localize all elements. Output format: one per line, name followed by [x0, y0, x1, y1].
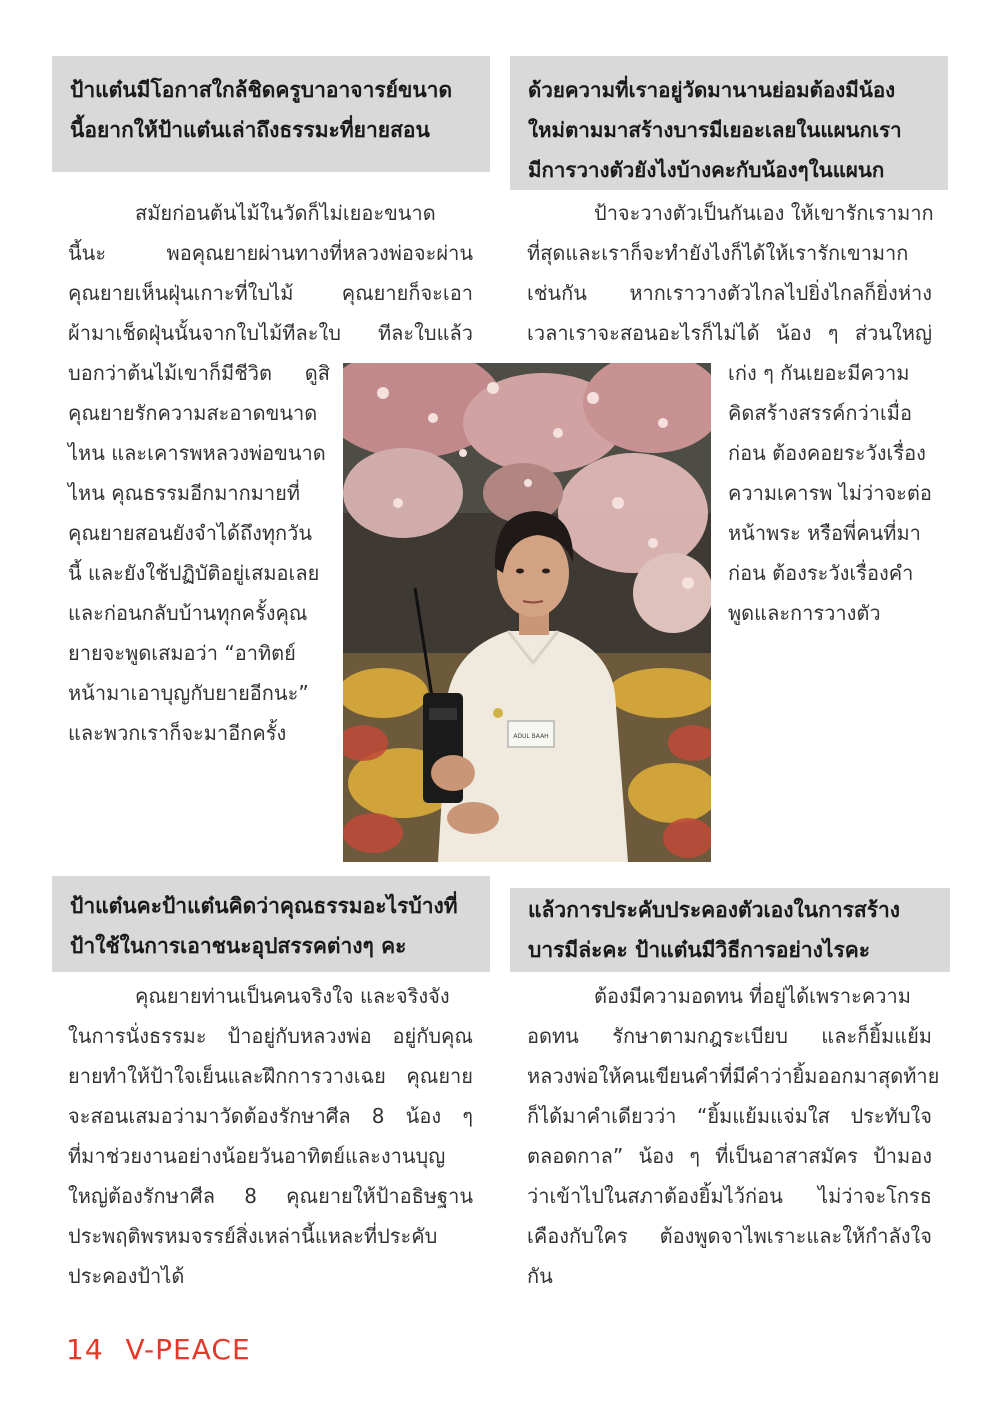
answer-line: ในการนั่งธรรมะ ป้าอยู่กับหลวงพ่อ อยู่กับคุณ [68, 1024, 473, 1048]
answer-line: กัน [527, 1264, 553, 1288]
name-tag-text: ADUL BAAH [513, 733, 549, 740]
question-box-2 [510, 56, 948, 190]
answer-line: ว่าเข้าไปในสภาต้องยิ้มไว้ก่อน ไม่ว่าจะโกรธ [527, 1184, 932, 1208]
question-box-3 [52, 876, 490, 972]
answer-line: ผ้ามาเช็ดฝุ่นนั้นจากใบไม้ทีละใบ ทีละใบแล้ว [68, 321, 473, 345]
answer-line: และก่อนกลับบ้านทุกครั้งคุณ [68, 601, 308, 625]
question-line: ป้าแต๋นคะป้าแต๋นคิดว่าคุณธรรมอะไรบ้างที่ [70, 894, 458, 918]
answer-line: ประพฤติพรหมจรรย์สิ่งเหล่านี้แหละที่ประคับ [68, 1224, 438, 1248]
answer-line: ประคองป้าได้ [68, 1264, 185, 1288]
page-number: 14 [66, 1333, 104, 1366]
answer-line: คุณยายสอนยังจำได้ถึงทุกวัน [68, 521, 313, 545]
answer-line: เก่ง ๆ กันเยอะมีความ [728, 361, 910, 385]
answer-line: หลวงพ่อให้คนเขียนคำที่มีคำว่ายิ้มออกมาสุดท้าย [527, 1064, 940, 1088]
question-box-1 [52, 56, 490, 172]
question-line: ด้วยความที่เราอยู่วัดมานานย่อมต้องมีน้อง [528, 78, 896, 102]
answer-paragraph-2 [527, 193, 932, 353]
question-line: มีการวางตัวยังไงบ้างคะกับน้องๆในแผนก [528, 158, 885, 182]
portrait-photo [343, 363, 711, 862]
question-line: ป้าแต๋นมีโอกาสใกล้ชิดครูบาอาจารย์ขนาด [70, 78, 453, 102]
question-line: บารมีล่ะคะ ป้าแต๋นมีวิธีการอย่างไรคะ [528, 938, 871, 962]
magazine-name: V-PEACE [125, 1333, 251, 1366]
question-line: แล้วการประคับประคองตัวเองในการสร้าง [528, 898, 901, 922]
answer-line: ยายจะพูดเสมอว่า “อาทิตย์ [68, 641, 296, 665]
answer-line: หน้ามาเอาบุญกับยายอีกนะ” [68, 681, 309, 705]
answer-line: พูดและการวางตัว [728, 601, 881, 625]
answer-line: คุณยายรักความสะอาดขนาด [68, 401, 318, 425]
answer-line: บอกว่าต้นไม้เขาก็มีชีวิต ดูสิ [68, 361, 330, 385]
question-line: นี้อยากให้ป้าแต๋นเล่าถึงธรรมะที่ยายสอน [70, 118, 430, 142]
answer-line: ก่อน ต้องคอยระวังเรื่อง [728, 441, 926, 465]
answer-line: ที่มาช่วยงานอย่างน้อยวันอาทิตย์และงานบุญ [68, 1144, 446, 1168]
page-footer [66, 1333, 251, 1366]
answer-paragraph-4 [527, 976, 940, 1296]
answer-line: หน้าพระ หรือพี่คนที่มา [728, 521, 921, 545]
answer-line: ความเคารพ ไม่ว่าจะต่อ [728, 481, 932, 505]
answer-line: ก็ได้มาคำเดียวว่า “ยิ้มแย้มแจ่มใส ประทับใจ [527, 1104, 932, 1128]
answer-line: ป้าจะวางตัวเป็นกันเอง ให้เขารักเรามาก [594, 201, 934, 225]
answer-line: ใหญ่ต้องรักษาศีล 8 คุณยายให้ป้าอธิษฐาน [68, 1184, 473, 1208]
answer-paragraph-1 [68, 193, 473, 353]
answer-line: เวลาเราจะสอนอะไรก็ไม่ได้ น้อง ๆ ส่วนใหญ่ [527, 321, 932, 345]
portrait-illustration [343, 363, 711, 862]
answer-line: สมัยก่อนต้นไม้ในวัดก็ไม่เยอะขนาด [135, 201, 436, 225]
answer-line: ต้องมีความอดทน ที่อยู่ได้เพราะความ [594, 984, 911, 1008]
answer-paragraph-1-wrap [68, 353, 330, 753]
answer-line: และพวกเราก็จะมาอีกครั้ง [68, 721, 287, 745]
answer-line: คุณยายเห็นฝุ่นเกาะที่ใบไม้ คุณยายก็จะเอา [68, 281, 473, 305]
answer-line: คิดสร้างสรรค์กว่าเมื่อ [728, 401, 912, 425]
answer-line: อดทน รักษาตามกฎระเบียบ และก็ยิ้มแย้ม [527, 1024, 932, 1048]
question-box-4 [510, 888, 950, 972]
answer-line: นี้นะ พอคุณยายผ่านทางที่หลวงพ่อจะผ่าน [68, 241, 473, 265]
answer-line: ไหน คุณธรรมอีกมากมายที่ [68, 481, 301, 505]
answer-paragraph-2-wrap [728, 353, 933, 633]
answer-line: ไหน และเคารพหลวงพ่อขนาด [68, 441, 326, 465]
question-line: ป้าใช้ในการเอาชนะอุปสรรคต่างๆ คะ [70, 934, 407, 958]
answer-line: ตลอดกาล” น้อง ๆ ที่เป็นอาสาสมัคร ป้ามอง [527, 1144, 932, 1168]
answer-line: ที่สุดและเราก็จะทำยังไงก็ได้ให้เรารักเขามาก [527, 241, 909, 265]
answer-line: ยายทำให้ป้าใจเย็นและฝึกการวางเฉย คุณยาย [68, 1064, 473, 1088]
answer-line: จะสอนเสมอว่ามาวัดต้องรักษาศีล 8 น้อง ๆ [68, 1104, 473, 1128]
answer-line: เคืองกับใคร ต้องพูดจาไพเราะและให้กำลังใจ [527, 1224, 932, 1248]
answer-line: เช่นกัน หากเราวางตัวไกลไปยิ่งไกลก็ยิ่งห่าง [527, 281, 932, 305]
answer-line: ก่อน ต้องระวังเรื่องคำ [728, 561, 914, 585]
answer-line: คุณยายท่านเป็นคนจริงใจ และจริงจัง [135, 984, 450, 1008]
answer-paragraph-3 [68, 976, 473, 1296]
question-line: ใหม่ตามมาสร้างบารมีเยอะเลยในแผนกเรา [528, 118, 902, 142]
answer-line: นี้ และยังใช้ปฏิบัติอยู่เสมอเลย [68, 561, 320, 585]
